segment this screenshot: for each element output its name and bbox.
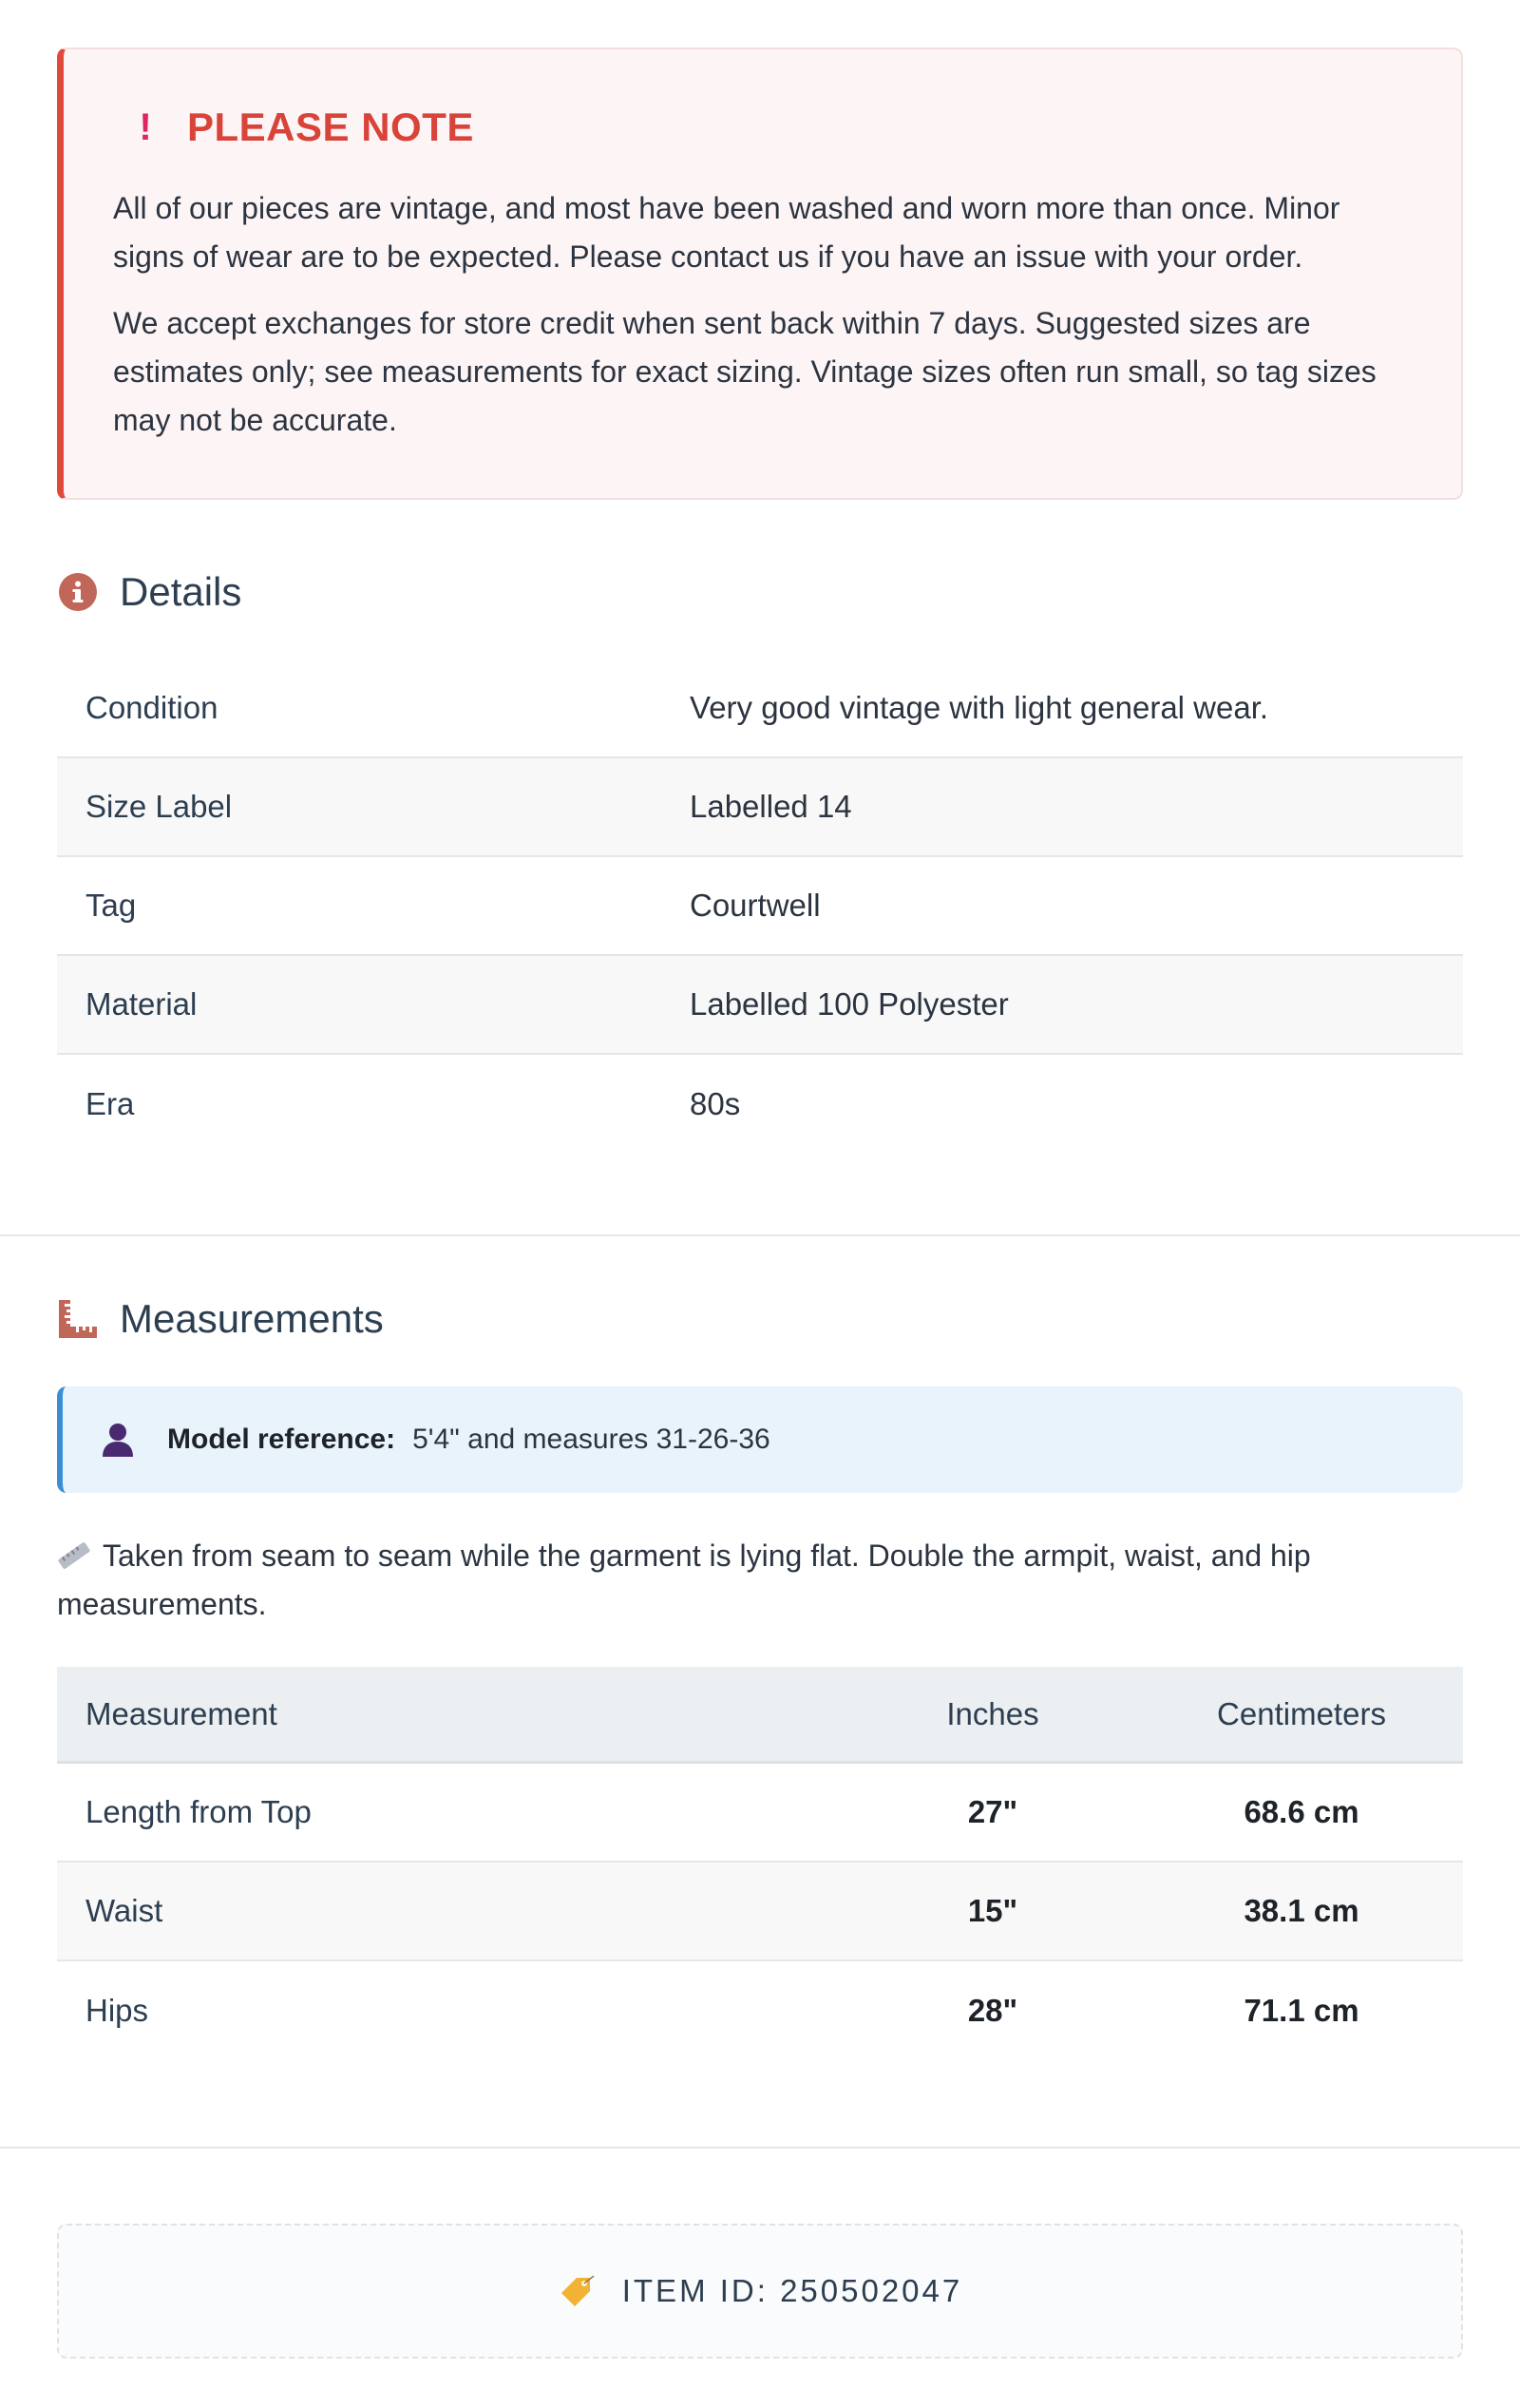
measurement-inches: 15" (967, 1893, 1018, 1928)
details-row (57, 857, 1463, 956)
measurement-name: Length from Top (86, 1794, 312, 1829)
item-id-box (57, 2224, 1463, 2359)
details-label: Era (86, 1086, 135, 1121)
exclamation-icon: ! (139, 106, 152, 148)
notice-header (113, 105, 1412, 150)
details-row (57, 1055, 1463, 1154)
table-row (57, 1961, 1463, 2060)
measurements-title: Measurements (120, 1296, 384, 1341)
details-header (57, 564, 241, 621)
details-value: Labelled 14 (690, 789, 852, 824)
column-header: Centimeters (1217, 1695, 1386, 1731)
details-title: Details (120, 569, 242, 614)
section-divider (0, 2147, 1520, 2149)
measurement-note (57, 1532, 1444, 1629)
item-id-text: ITEM ID: 250502047 (621, 2273, 963, 2308)
person-icon (99, 1421, 137, 1459)
model-reference-box (57, 1386, 1463, 1493)
details-row (57, 956, 1463, 1055)
column-header: Measurement (86, 1695, 277, 1731)
notice-box (57, 48, 1463, 500)
details-label: Material (86, 986, 198, 1022)
price-tag-icon (558, 2272, 596, 2310)
table-header-row (57, 1667, 1463, 1764)
info-circle-icon (57, 571, 99, 613)
notice-paragraph: All of our pieces are vintage, and most have been washed and worn more than once. Minor signs of wear are to be expected. Please contact us if you have an issue with your order. (113, 191, 1340, 274)
details-label: Size Label (86, 789, 233, 824)
details-label: Condition (86, 690, 218, 725)
table-row (57, 1764, 1463, 1863)
measurement-inches: 27" (967, 1794, 1018, 1829)
details-value: Very good vintage with light general wear. (690, 690, 1269, 725)
ruler-icon (57, 1541, 91, 1570)
details-value: Courtwell (690, 888, 821, 923)
measurement-cm: 68.6 cm (1244, 1794, 1359, 1829)
measurement-note-text: Taken from seam to seam while the garment is lying flat. Double the armpit, waist, and hip measurements. (57, 1538, 1311, 1621)
details-value: 80s (690, 1086, 741, 1121)
measurement-inches: 28" (967, 1993, 1018, 2028)
details-row (57, 659, 1463, 758)
table-row (57, 1863, 1463, 1961)
details-table (57, 659, 1463, 1154)
details-value: Labelled 100 Polyester (690, 986, 1009, 1022)
measurement-name: Hips (86, 1993, 149, 2028)
model-reference-label: Model reference: (167, 1424, 396, 1455)
measurements-table (57, 1667, 1463, 2060)
notice-title: PLEASE NOTE (187, 105, 474, 149)
details-label: Tag (86, 888, 137, 923)
ruler-combined-icon (57, 1298, 99, 1340)
measurements-header (57, 1290, 384, 1347)
measurement-cm: 71.1 cm (1244, 1993, 1359, 2028)
section-divider (0, 1234, 1520, 1236)
notice-paragraph: We accept exchanges for store credit when sent back within 7 days. Suggested sizes are estimates only; see measurements for exact sizing. Vintage sizes often run small, so tag sizes may not be accurate. (113, 306, 1377, 437)
measurement-name: Waist (86, 1893, 163, 1928)
column-header: Inches (946, 1695, 1039, 1731)
measurement-cm: 38.1 cm (1244, 1893, 1359, 1928)
model-reference-value: 5'4" and measures 31-26-36 (412, 1424, 770, 1455)
details-row (57, 758, 1463, 857)
